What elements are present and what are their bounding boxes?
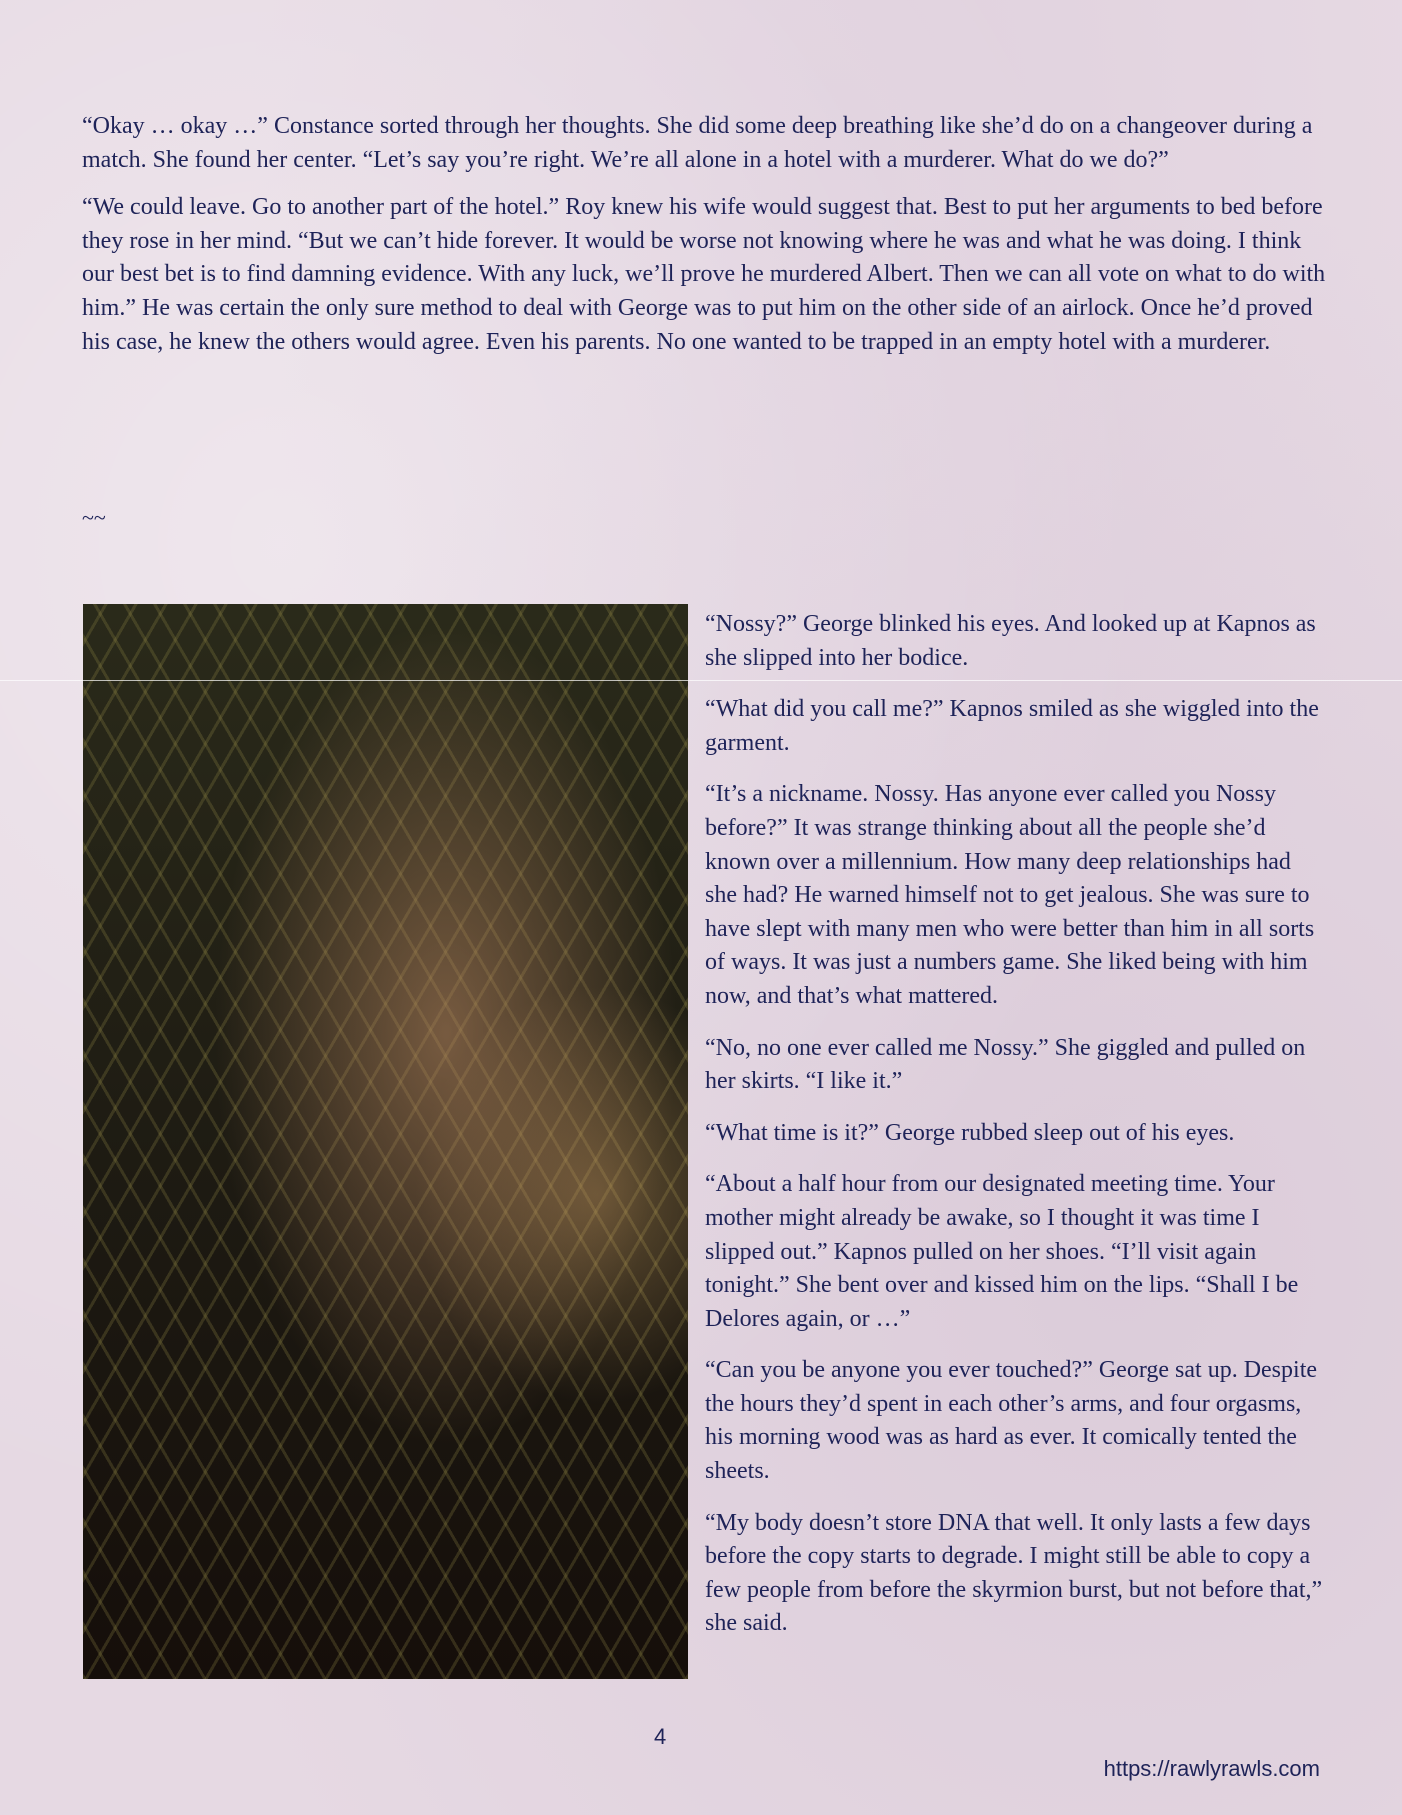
paragraph: “It’s a nickname. Nossy. Has anyone ever called you Nossy before?” It was strange thinking about all the people she’d known over a millennium. How many deep relationships had she had? He warned himself not to get jealous. She was sure to have slept with many men who were better than him in all sorts of ways. It was just a numbers game. She liked being with him now, and that’s what mattered. (705, 781, 1315, 1009)
paragraph: “What did you call me?” Kapnos smiled as she wiggled into the garment. (705, 696, 1319, 756)
page-number: 4 (654, 1724, 667, 1749)
paragraph: “My body doesn’t store DNA that well. It only lasts a few days before the copy starts to degrade. I might still be able to copy a few people from before the skyrmion burst, but not before that,” she said. (705, 1509, 1323, 1637)
story-illustration (83, 604, 688, 1679)
paragraph: “About a half hour from our designated meeting time. Your mother might already be awake, so I thought it was time I slipped out.” Kapnos pulled on her shoes. “I’ll visit again tonight.” She bent over and kissed him on the lips. “Shall I be Delores again, or …” (705, 1171, 1299, 1332)
paragraph: “No, no one ever called me Nossy.” She giggled and pulled on her skirts. “I like it.” (705, 1034, 1306, 1095)
top-text-block (82, 110, 1327, 373)
paragraph: “What time is it?” George rubbed sleep out of his eyes. (705, 1119, 1235, 1146)
scene-separator: ~~ (82, 505, 106, 530)
paragraph: “Can you be anyone you ever touched?” George sat up. Despite the hours they’d spent in each other’s arms, and four orgasms, his morning wood was as hard as ever. It comically tented the sheets. (705, 1357, 1318, 1485)
footer-url-link[interactable]: https://rawlyrawls.com (1103, 1756, 1320, 1781)
paragraph: “Okay … okay …” Constance sorted through her thoughts. She did some deep breathing like she’d do on a changeover during a match. She found her center. “Let’s say you’re right. We’re all alone in a hotel with a murderer. What do we do?” (82, 113, 1313, 173)
right-column-text (705, 608, 1325, 1659)
paragraph: “We could leave. Go to another part of the hotel.” Roy knew his wife would suggest that. Best to put her arguments to bed before they rose in her mind. “But we can’t hide forever. It would be worse not knowing where he was and what he was doing. I think our best bet is to find damning evidence. With any luck, we’ll prove he murdered Albert. Then we can all vote on what to do with him.” He was certain the only sure method to deal with George was to put him on the other side of an airlock. Once he’d proved his case, he knew the others would agree. Even his parents. No one wanted to be trapped in an empty hotel with a murderer. (82, 194, 1326, 355)
paragraph: “Nossy?” George blinked his eyes. And looked up at Kapnos as she slipped into her bodice. (705, 611, 1316, 671)
